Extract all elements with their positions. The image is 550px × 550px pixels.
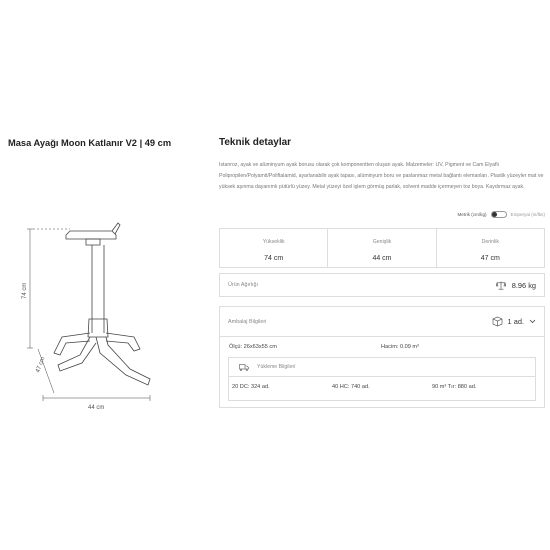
dimension-depth [437, 229, 544, 267]
scale-icon [496, 281, 506, 290]
truck-icon [239, 364, 249, 371]
dimension-label: Genişlik [372, 239, 392, 245]
weight-value: 8.96 kg [511, 280, 536, 290]
loading-values [229, 377, 535, 390]
dimension-value: 74 cm [264, 255, 284, 262]
load-40hc: 40 HC: 740 ad. [332, 384, 370, 390]
weight-box [219, 273, 545, 297]
dimension-label: Derinlik [481, 239, 499, 245]
loading-box [228, 357, 536, 401]
packaging-size: Ölçü: 26x63x55 cm [229, 344, 277, 350]
dimensions-box [219, 228, 545, 268]
dimension-height [220, 229, 328, 267]
dimension-label: Yükseklik [262, 239, 285, 245]
weight-label: Ürün Ağırlığı [228, 282, 258, 288]
load-20dc: 20 DC: 324 ad. [232, 384, 270, 390]
dimension-width [328, 229, 436, 267]
packaging-volume: Hacim: 0.09 m³ [381, 344, 419, 350]
table-base-drawing [0, 215, 200, 415]
packaging-box [219, 306, 545, 408]
packaging-measure-row [220, 340, 544, 354]
unit-switch [219, 209, 545, 219]
weight-display [496, 281, 536, 290]
dimension-value: 47 cm [480, 255, 500, 262]
packaging-quantity-value: 1 ad. [507, 317, 524, 326]
box-icon [492, 316, 503, 327]
packaging-header[interactable] [220, 307, 544, 337]
height-dimension: 74 cm [22, 282, 28, 299]
depth-dimension: 47 cm [35, 356, 47, 374]
chevron-down-icon[interactable] [529, 319, 536, 324]
technical-drawing [0, 215, 200, 415]
dimension-value: 44 cm [372, 255, 392, 262]
width-dimension: 44 cm [88, 405, 105, 411]
packaging-quantity[interactable] [492, 316, 536, 327]
load-truck: 90 m³ Tır: 880 ad. [432, 384, 477, 390]
packaging-label: Ambalaj Bilgileri [228, 318, 267, 325]
toggle-knob [492, 212, 497, 217]
loading-header [229, 358, 535, 377]
details-title: Teknik detaylar [219, 137, 292, 148]
imperial-label: Emperyal (in/lbs) [510, 211, 545, 217]
details-description: Istanroz, ayak ve alüminyum ayak borusu olarak çok komponentten oluşan ayak. Malzemeler: UV, Pigment ve Cam Elyaflı Polipropilen/Polyamit/Poliftalamid, ayarlanabilir ayak tapası, alüminyum boru ve paslanmaz metal bağlantı elemanları. Plastik yüzeyler mat ve yüksek aşınma dayanımlı pütürlü yüzey. Metal yüzeyi özel işlem görmüş parlak, solvent madde içermeyen toz boya. Kaydırmaz ayak. [219, 162, 544, 190]
unit-toggle[interactable] [491, 211, 507, 218]
metric-label: Metrik (cm/kg) [457, 211, 487, 217]
loading-label: Yükleme Bilgileri [257, 364, 296, 370]
product-title: Masa Ayağı Moon Katlanır V2 | 49 cm [8, 138, 172, 148]
